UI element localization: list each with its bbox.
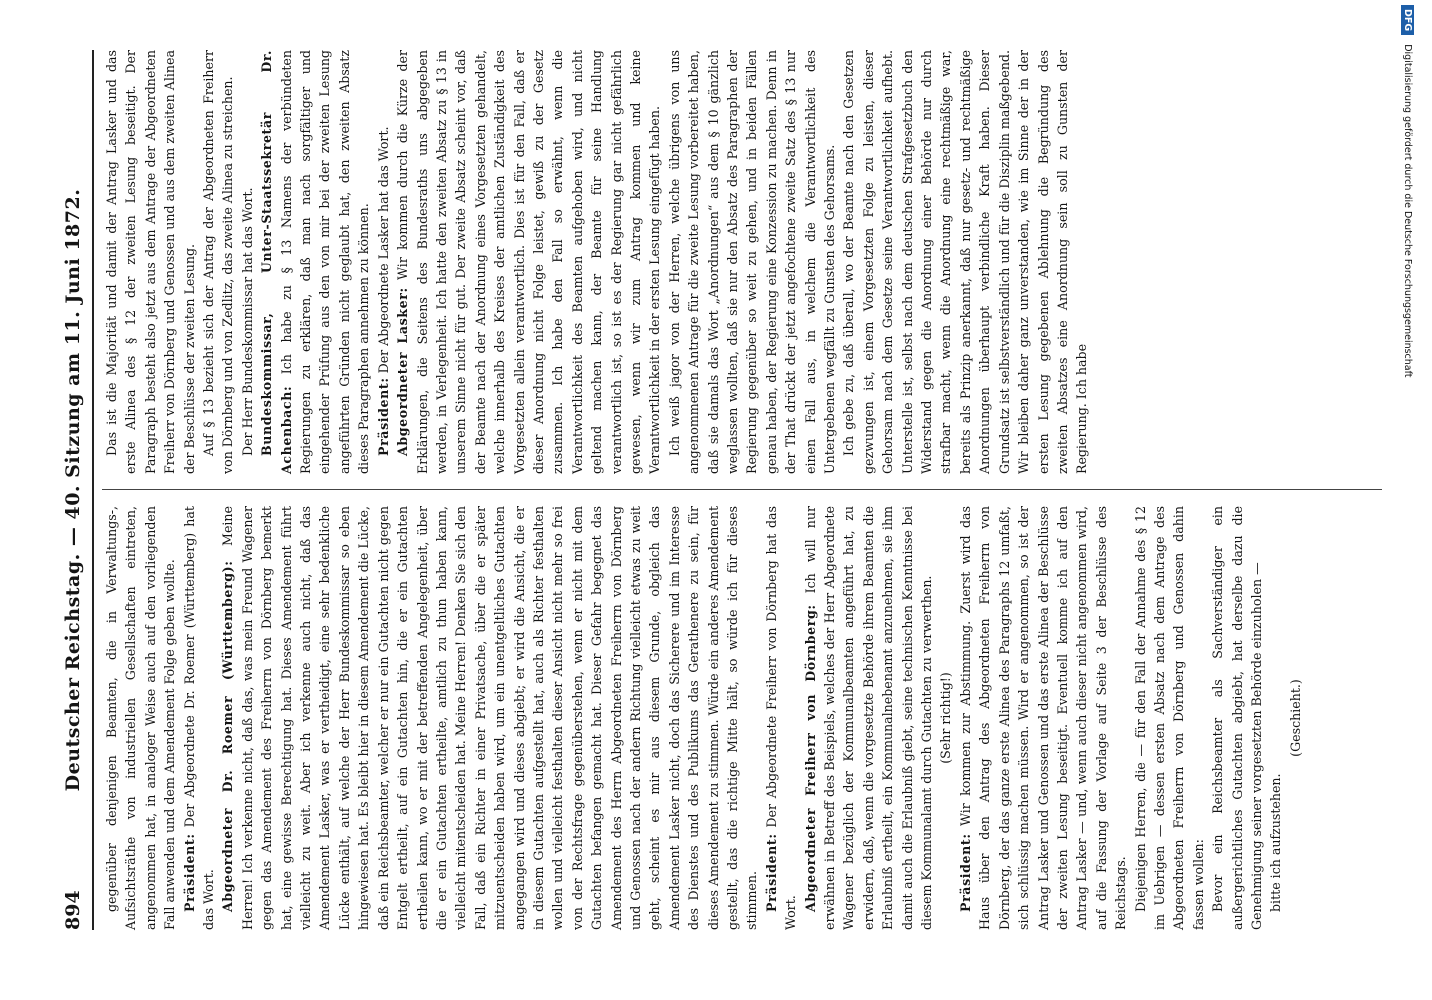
paragraph	[102, 50, 199, 474]
left-column	[102, 506, 1305, 930]
running-title: Deutscher Reichstag. — 40. Sitzung am 11. Juni 1872.	[62, 188, 84, 792]
paragraph	[238, 50, 257, 474]
paragraph-text: Wir kommen durch die Kürze der Erklärungen, die Seitens des Bundesraths uns abgegeben werden, in Verlegenheit. Ich hatte den zweiten Absatz zu § 13 in unserem Sinne nicht für gut. Der zweite Absatz scheint vor, daß der Beamte nach der Anordnung eines Vorgesetzten gehandelt, welche innerhalb des Kreises der amtlichen Zuständigkeit des Vorgesetzten allein verantwortlich. Dies ist für den Fall, daß er dieser Anordnung nicht Folge leistet, gewiß zu der Gesetz zusammen. Ich habe den Fall so erwähnt, wenn die Verantwortlichkeit des Beamten aufgehoben wird, und nicht geltend machen kann, der Beamte für seine Handlung verantwortlich ist, so ist es der Regierung gar nicht gefährlich gewesen, wenn wir zum Antrag kommen und keine Verantwortlichkeit in der ersten Lesung eingefügt haben.	[395, 50, 663, 474]
paragraph	[665, 50, 840, 474]
speaker-name: Abgeordneter Freiherr von Dörnberg:	[802, 604, 818, 912]
paragraph-text: Ich will nur erwähnen in Betreff des Beispiels, welches der Herr Abgeordnete Wagener bezüglich der Kommunalbeamten angeführt hat, zu erwidern, daß, wenn die vorgesetzte Behörde ihrem Beamten die Erlaubniß ertheilt, ein Kommunalnebenamt anzunehmen, sie ihm damit auch die Erlaubniß giebt, seine technischen Kenntnisse bei diesem Kommunalamt durch Gutachten zu verwerthen.	[802, 506, 935, 930]
paragraph	[393, 50, 665, 474]
paragraph-text: Diejenigen Herren, die — für den Fall der Annahme des § 12 im Uebrigen — dessen ersten Absatz nach dem Antrage des Abgeordneten Freiherrn von Dörnberg und Genossen dahin fassen wollen:	[1132, 506, 1206, 930]
paragraph-text: Der Abgeordnete Freiherr von Dörnberg hat das Wort.	[763, 506, 799, 930]
speaker-name: Bundeskommissar, Unter-Staatssekretär Dr. Achenbach:	[259, 50, 294, 474]
scanned-page	[58, 50, 1388, 930]
paragraph-text: Meine Herren! Ich verkenne nicht, daß das, was mein Freund Wagener gegen das Amendement des Freiherrn von Dörnberg bemerkt hat, eine gewisse Berechtigung hat. Dieses Amendement führt vielleicht zu weit. Aber ich verkenne auch nicht, daß das Amendement Lasker, was er vertheidigt, eine sehr bedenkliche Lücke enthält, auf welche der Herr Bundeskommissar so eben hingewiesen hat. Es bleibt hier in diesem Amendement die Lücke, daß ein Reichsbeamter, welcher er nur ein Gutachten nicht gegen Entgelt ertheilt, auf ein Gutachten hin, die er ein Gutachten ertheilen kann, wo er mit der betreffenden Angelegenheit, über die er ein Gutachten ertheilte, amtlich zu thun haben kann, vielleicht mitentscheiden hat. Meine Herren! Denken Sie sich den Fall, daß ein Richter in einer Privatsache, über die er später mitzuentscheiden haben wird, um ein unentgeltliches Gutachten angegangen wird und dieses abgiebt; er wird die Ansicht, die er in diesem Gutachten aufgestellt hat, auch als Richter festhalten wollen und vielleicht festhalten dieser Ansicht nicht mehr so frei von der Rechtsfrage gegenüberstehen, wenn er nicht mit dem Gutachten befangen gemacht hat. Dieser Gefahr begegnet das Amendement des Herrn Abgeordneten Freiherrn von Dörnberg und Genossen nach der andern Richtung vielleicht etwas zu weit geht, scheint es mir aus diesem Grunde, obgleich das Amendement Lasker nicht, doch das Sicherere und im Interesse des Dienstes und des Publikums das Gerathenere zu sein, für dieses Amendement zu stimmen. Würde ein anderes Amendement gestellt, das die richtige Mitte hält, so würde ich für dieses stimmen.	[220, 506, 760, 930]
paragraph	[102, 506, 180, 930]
dfg-logo-badge: DFG	[1401, 5, 1414, 35]
paragraph	[1286, 506, 1305, 930]
paragraph	[199, 50, 238, 474]
speaker-name: Abgeordneter Dr. Roemer (Württemberg):	[220, 560, 236, 912]
paragraph-text: Ich weiß jagor von der Herren, welche übrigens von uns angenommenen Antrage für die zweite Lesung vorbereitet haben, daß sie damals das Wort „Anordnungen“ aus dem § 10 gänzlich weglassen wollten, daß sie nur den Absatz des Paragraphen der Regierung gegenüber so weit zu gehen, und in beiden Fällen genau haben, der Regierung eine Konzession zu machen. Denn in der That drückt der jetzt angefochtene zweite Satz des § 13 nur einen Fall aus, in welchem die Verantwortlichkeit des Untergebenen wegfällt zu Gunsten des Gehorsams.	[666, 50, 838, 474]
paragraph	[1266, 506, 1285, 930]
paragraph	[218, 506, 761, 930]
paragraph-text: Der Abgeordnete Dr. Roemer (Württemberg) hat das Wort.	[181, 506, 217, 930]
paragraph-text: Auf § 13 bezieht sich der Antrag der Abgeordneten Freiherr von Dörnberg und von Zedlitz, das zweite Alinea zu streichen.	[201, 50, 236, 474]
side-note	[1392, 5, 1422, 995]
paragraph	[180, 506, 219, 930]
paragraph-text: Das ist die Majorität und damit der Antrag Lasker und das erste Alinea des § 12 der zweiten Lesung beseitigt. Der Paragraph besteht also jetzt aus dem Antrage der Abgeordneten Freiherr von Dörnberg und Genossen und aus dem zweiten Alinea der Beschlüsse der zweiten Lesung.	[104, 50, 197, 474]
right-column	[102, 50, 1092, 474]
speaker-name: Präsident:	[957, 833, 973, 912]
funding-note: Digitalisierung gefördert durch die Deutsche Forschungsgemeinschaft	[1402, 44, 1413, 378]
paragraph-text: Wir kommen zur Abstimmung. Zuerst wird das Haus über den Antrag des Abgeordneten Freiherrn von Dörnberg, der das ganze erste Alinea des Paragraphs 12 umfaßt, sich schlüssig machen müssen. Wird er angenommen, so ist der Antrag Lasker und Genossen und das erste Alinea der Beschlüsse der zweiten Lesung beseitigt. Eventuell komme ich auf den Antrag Lasker — und, wenn auch dieser nicht angenommen wird, auf die Fassung der Vorlage auf Seite 3 der Beschlüsse des Reichstags.	[957, 506, 1129, 930]
speaker-name: Präsident:	[375, 377, 391, 456]
paragraph	[936, 506, 955, 930]
paragraph-text: (Geschieht.)	[1287, 679, 1303, 757]
paragraph	[762, 506, 801, 930]
paragraph	[839, 50, 1091, 474]
header-rule	[92, 50, 94, 930]
page-number: 894	[62, 890, 84, 930]
speaker-name: Präsident:	[181, 833, 197, 912]
paragraph-text: gegenüber denjenigen Beamten, die in Verwaltungs-, Aufsichtsräthe von industriellen Gesellschaften eintreten, angenommen hat, in analoger Weise auch auf den vorliegenden Fall anwenden und dem Amendement Folge geben wollte.	[104, 506, 178, 930]
page-header	[58, 50, 92, 930]
paragraph	[1208, 506, 1266, 930]
paragraph-text: Bevor ein Reichsbeamter als Sachverständiger ein außergerichtliches Gutachten abgiebt, hat derselbe dazu die Genehmigung seiner vorgesetzten Behörde einzuholen —	[1210, 506, 1264, 930]
paragraph-text: Der Herr Bundeskommissar hat das Wort.	[239, 187, 255, 456]
paragraph-text: bitte ich aufzustehen.	[1268, 773, 1284, 912]
speaker-name: Abgeordneter Lasker:	[395, 287, 411, 456]
paragraph	[374, 50, 393, 474]
paragraph-text: Der Abgeordnete Lasker hat das Wort.	[375, 126, 391, 374]
paragraph	[257, 50, 373, 474]
column-divider	[102, 489, 1382, 490]
paragraph	[801, 506, 937, 930]
paragraph-text: Ich gebe zu, daß überall, wo der Beamte nach den Gesetzen gezwungen ist, einem Vorgesetzten Folge zu leisten, dieser Gehorsam nach dem Gesetze seine Verantwortlichkeit aufhebt. Unterstelle ist, selbst nach dem deutschen Strafgesetzbuch den Widerstand gegen die Anordnung einer Behörde nur durch strafbar macht, wenn die Anordnung eine rechtmäßige war, bereits als Prinzip anerkannt, daß nur gesetz- und rechtmäßige Anordnungen überhaupt verbindliche Kraft haben. Dieser Grundsatz ist selbstverständlich und für die Disziplin maßgebend. Wir bleiben daher ganz unverstanden, wie im Sinne der in der ersten Lesung gegebenen Ablehnung die Begründung des zweiten Absatzes eine Anordnung sein soll zu Gunsten der Regierung. Ich habe	[841, 50, 1090, 474]
speaker-name: Präsident:	[763, 833, 779, 912]
paragraph	[1131, 506, 1209, 930]
paragraph-text: (Sehr richtig!)	[938, 672, 954, 764]
paragraph	[956, 506, 1131, 930]
paragraph-text: Ich habe zu § 13 Namens der verbündeten Regierungen zu erklären, daß man nach sorgfältiger und eingehender Prüfung aus den von mir bei der zweiten Lesung angeführten Gründen nicht geglaubt hat, den zweiten Absatz dieses Paragraphen annehmen zu können.	[278, 49, 372, 474]
